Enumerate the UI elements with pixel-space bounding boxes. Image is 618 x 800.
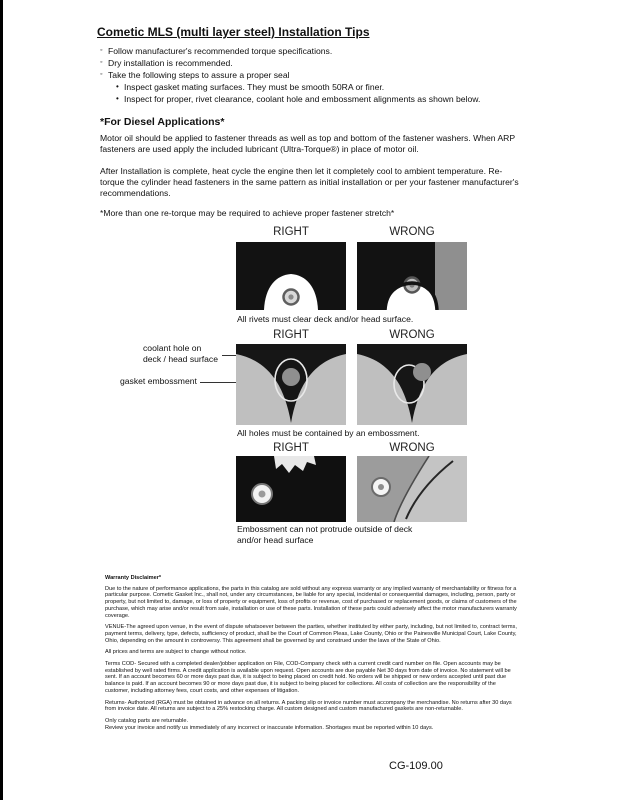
tip-text: Dry installation is recommended. bbox=[108, 58, 233, 68]
tip-text: Take the following steps to assure a proper seal bbox=[108, 70, 290, 80]
fig3-caption bbox=[237, 524, 477, 546]
dot-bullet-icon: • bbox=[116, 94, 119, 103]
embossment-containment-wrong-image bbox=[357, 344, 467, 425]
legal-paragraph: Due to the nature of performance applications, the parts in this catalog are sold without any express warranty or any implied warranty of merchantability or fitness for a particular purpose. Cometic Gasket Inc., shall not, under any circumstances, be liable for any special, incidental or consequential damages, including, person, party or property, but not limited to, damage, or loss of property or equipment, loss of profits or revenue, cost of purchased or replacement goods, or claims of customers of the purchase, which may arise and/or result from sale, installation or use of these parts. Installation of these parts could adversely affect the motor manufacturers warranty coverage. bbox=[105, 585, 517, 619]
fig1-caption: All rivets must clear deck and/or head surface. bbox=[237, 314, 414, 324]
diesel-paragraph-2: After Installation is complete, heat cycle the engine then let it completely cool to ambient temperature. Re-torque the cylinder head fasteners in the same pattern as initial installation or per your fastener manufacturer's recommendations. bbox=[100, 166, 519, 198]
fig3-wrong-diagram bbox=[357, 456, 467, 522]
fig2-caption: All holes must be contained by an embossment. bbox=[237, 428, 420, 438]
legal-paragraph: Only catalog parts are returnable. bbox=[105, 717, 189, 724]
tip-item bbox=[100, 45, 540, 57]
fig3-wrong-label: WRONG bbox=[389, 442, 435, 454]
embossment-protrusion-wrong-image bbox=[357, 456, 467, 522]
legal-paragraph: All prices and terms are subject to change without notice. bbox=[105, 649, 247, 656]
coolant-hole bbox=[282, 368, 300, 386]
document-title: Cometic MLS (multi layer steel) Installation Tips bbox=[97, 25, 370, 39]
coolant-hole-callout-line2: deck / head surface bbox=[143, 354, 219, 364]
fig3-right-diagram bbox=[236, 456, 346, 522]
legal-paragraph: Terms COD- Secured with a completed dealer/jobber application on File, COD-Company check with a current credit card number on file. Open accounts may be established by well rated firms. A credit application is available upon request. Open accounts are due payable Net 30 days from date of invoice. No statement will be sent. If an account becomes 60 or more days past due, it is subject to being placed on credit hold. No orders will be shipped or new orders accepted until past due balance is paid. If an account becomes 90 or more days past due, it is subject to being placed for collections. All costs of collection are the responsibility of the customer, including attorney fees, court costs, and other expenses of litigation. bbox=[105, 661, 511, 694]
dot-bullet-icon: • bbox=[116, 82, 119, 91]
legal-paragraph: Review your invoice and notify us immediately of any incorrect or inaccurate information. Shortages must be reported within 10 days. bbox=[105, 724, 434, 731]
rivet-clearance-wrong-image bbox=[357, 242, 467, 310]
circle-bullet-icon: ◦ bbox=[100, 59, 103, 66]
retorque-note: *More than one re-torque may be required to achieve proper fastener stretch* bbox=[100, 208, 395, 218]
legal-paragraph: VENUE-The agreed upon venue, in the event of dispute whatsoever between the parties, whether instituted by either party, including, but not limited to, contract terms, payment terms, delivery, type, defects, sufficiency of product, shall be the Court of Common Pleas, Lake County, Ohio or the Painesville Municipal Court, Lake County, Ohio, depending on the amount in controversy. This agreement shall be governed by and construed under the laws of the State of Ohio. bbox=[105, 624, 517, 644]
fig3-right-label: RIGHT bbox=[273, 442, 309, 454]
diesel-applications-heading: *For Diesel Applications* bbox=[100, 116, 225, 128]
sub-tip-item bbox=[116, 93, 540, 105]
sub-tip-item bbox=[116, 81, 540, 93]
sub-tip-text: Inspect for proper, rivet clearance, coolant hole and embossment alignments as shown below. bbox=[124, 94, 481, 104]
legal-disclaimer-block bbox=[105, 575, 521, 731]
installation-tips-list bbox=[100, 45, 540, 105]
tip-item bbox=[100, 69, 540, 81]
bolt-hole-center bbox=[259, 491, 266, 498]
embossment-protrusion-right-image bbox=[236, 456, 346, 522]
fig2-wrong-diagram bbox=[357, 344, 467, 425]
sub-tip-text: Inspect gasket mating surfaces. They must be smooth 50RA or finer. bbox=[124, 82, 385, 92]
diesel-paragraph-1: Motor oil should be applied to fastener threads as well as top and bottom of the fastener washers. When ARP fasteners are used apply the included lubricant (Ultra-Torque®) in place of motor oil. bbox=[100, 133, 515, 154]
fig1-right-diagram bbox=[236, 242, 346, 310]
fig2-right-label: RIGHT bbox=[273, 329, 309, 341]
fig3-caption-line1: Embossment can not protrude outside of deck bbox=[237, 524, 413, 534]
tip-text: Follow manufacturer's recommended torque specifications. bbox=[108, 46, 333, 56]
fig1-wrong-label: WRONG bbox=[389, 226, 435, 238]
fig3-caption-line2: and/or head surface bbox=[237, 535, 314, 545]
legal-paragraph: Returns- Authorized (RGA) must be obtained in advance on all returns. A packing slip or invoice number must accompany the merchandise. No returns after 30 days from invoice date. All returns are subject to a 25% restocking charge. All custom designed and custom manufactured gaskets are non-returnable. bbox=[105, 699, 512, 713]
rivet-clearance-right-image bbox=[236, 242, 346, 310]
rivet-center bbox=[288, 294, 293, 299]
page-edge-line bbox=[0, 0, 3, 800]
fig1-wrong-diagram bbox=[357, 242, 467, 310]
fig2-wrong-label: WRONG bbox=[389, 329, 435, 341]
coolant-hole bbox=[413, 363, 431, 381]
coolant-hole-callout-line1: coolant hole on bbox=[143, 343, 202, 353]
circle-bullet-icon: ◦ bbox=[100, 47, 103, 54]
gasket-embossment-callout: gasket embossment bbox=[120, 376, 197, 386]
coolant-hole-callout bbox=[143, 343, 218, 365]
bolt-hole-center bbox=[378, 484, 384, 490]
tip-item bbox=[100, 57, 540, 69]
warranty-disclaimer-heading: Warranty Disclaimer* bbox=[105, 575, 162, 581]
fig1-right-label: RIGHT bbox=[273, 226, 309, 238]
circle-bullet-icon: ◦ bbox=[100, 71, 103, 78]
fig2-right-diagram bbox=[236, 344, 346, 425]
embossment-containment-right-image bbox=[236, 344, 346, 425]
doc-code: CG-109.00 bbox=[389, 760, 443, 772]
